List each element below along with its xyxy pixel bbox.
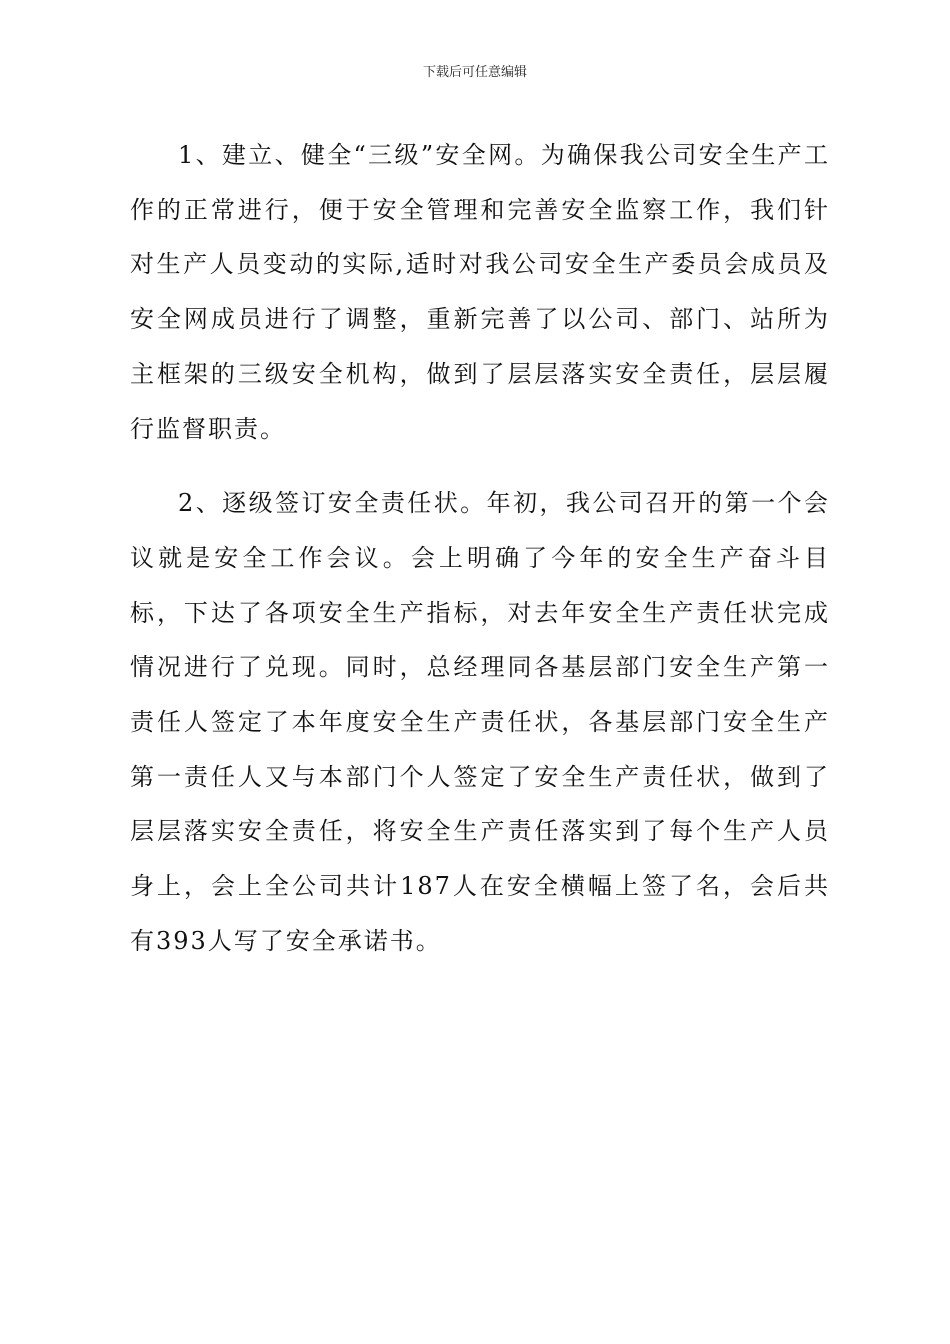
document-body xyxy=(130,128,830,969)
paragraph-responsibility-contracts: 2、逐级签订安全责任状。年初，我公司召开的第一个会议就是安全工作会议。会上明确了今年的安全生产奋斗目标，下达了各项安全生产指标，对去年安全生产责任状完成情况进行了兑现。同时，总经理同各基层部门安全生产第一责任人签定了本年度安全生产责任状，各基层部门安全生产第一责任人又与本部门个人签定了安全生产责任状，做到了层层落实安全责任，将安全生产责任落实到了每个生产人员身上，会上全公司共计187人在安全横幅上签了名，会后共有393人写了安全承诺书。 xyxy=(130,489,830,955)
page-header: 下载后可任意编辑 xyxy=(422,65,527,80)
paragraph-safety-network: 1、建立、健全“三级”安全网。为确保我公司安全生产工作的正常进行，便于安全管理和完善安全监察工作，我们针对生产人员变动的实际,适时对我公司安全生产委员会成员及安全网成员进行了调整，重新完善了以公司、部门、站所为主框架的三级安全机构，做到了层层落实安全责任，层层履行监督职责。 xyxy=(130,141,830,443)
